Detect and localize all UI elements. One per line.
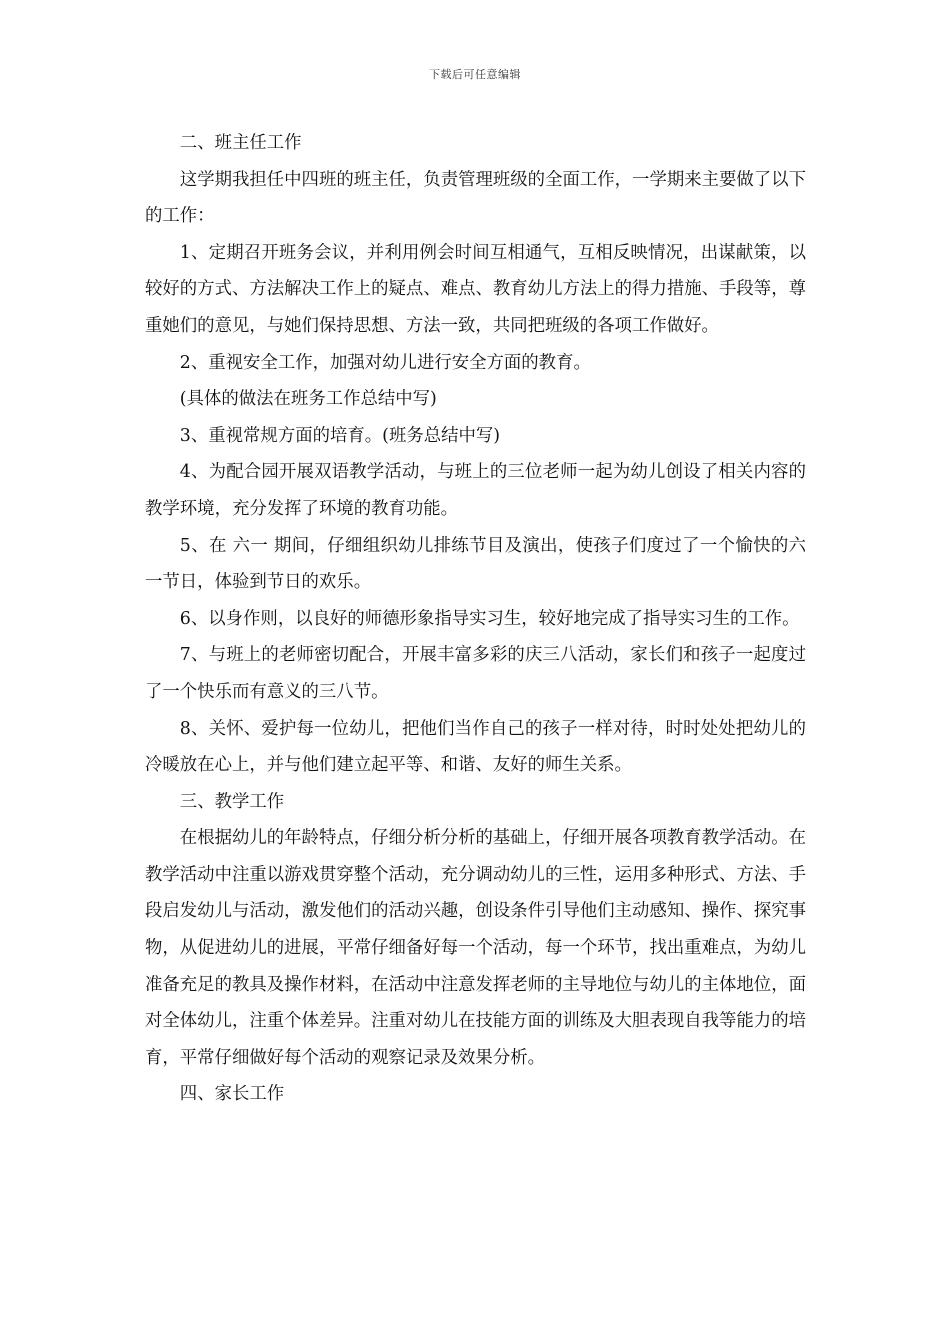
paragraph-item-5: 5、在 六一 期间，仔细组织幼儿排练节目及演出，使孩子们度过了一个愉快的六一节日，体验到节日的欢乐。 [145,535,806,593]
section-heading-class-teacher: 二、班主任工作 [179,133,302,153]
paragraph-intro: 这学期我担任中四班的班主任，负责管理班级的全面工作，一学期来主要做了以下的工作： [145,169,806,227]
paragraph-item-1: 1、定期召开班务会议，并利用例会时间互相通气，互相反映情况，出谋献策，以较好的方式、方法解决工作上的疑点、难点、教育幼儿方法上的得力措施、手段等，尊重她们的意见，与她们保持思想、方法一致，共同把班级的各项工作做好。 [145,242,806,336]
paragraph-item-3: 3、重视常规方面的培育。(班务总结中写) [179,425,501,446]
paragraph-item-8: 8、关怀、爱护每一位幼儿，把他们当作自己的孩子一样对待，时时处处把幼儿的冷暖放在心上，并与他们建立起平等、和谐、友好的师生关系。 [145,718,806,776]
document-body [145,125,806,1113]
paragraph-note: (具体的做法在班务工作总结中写) [179,389,437,410]
paragraph-item-7: 7、与班上的老师密切配合，开展丰富多彩的庆三八活动，家长们和孩子一起度过了一个快乐而有意义的三八节。 [145,645,806,702]
paragraph-teaching: 在根据幼儿的年龄特点，仔细分析分析的基础上，仔细开展各项教育教学活动。在教学活动中注重以游戏贯穿整个活动，充分调动幼儿的三性，运用多种形式、方法、手段启发幼儿与活动，激发他们的活动兴趣，创设条件引导他们主动感知、操作、探究事物，从促进幼儿的进展，平常仔细备好每一个活动，每一个环节，找出重难点，为幼儿准备充足的教具及操作材料，在活动中注意发挥老师的主导地位与幼儿的主体地位，面对全体幼儿，注重个体差异。注重对幼儿在技能方面的训练及大胆表现自我等能力的培育，平常仔细做好每个活动的观察记录及效果分析。 [145,828,806,1068]
paragraph-item-4: 4、为配合园开展双语教学活动，与班上的三位老师一起为幼儿创设了相关内容的教学环境，充分发挥了环境的教育功能。 [145,462,806,519]
section-heading-teaching: 三、教学工作 [179,791,285,812]
paragraph-item-2: 2、重视安全工作，加强对幼儿进行安全方面的教育。 [179,352,591,373]
page-header-note: 下载后可任意编辑 [429,68,521,81]
paragraph-item-6: 6、以身作则，以良好的师德形象指导实习生，较好地完成了指导实习生的工作。 [179,608,800,629]
section-heading-parents: 四、家长工作 [179,1084,285,1105]
